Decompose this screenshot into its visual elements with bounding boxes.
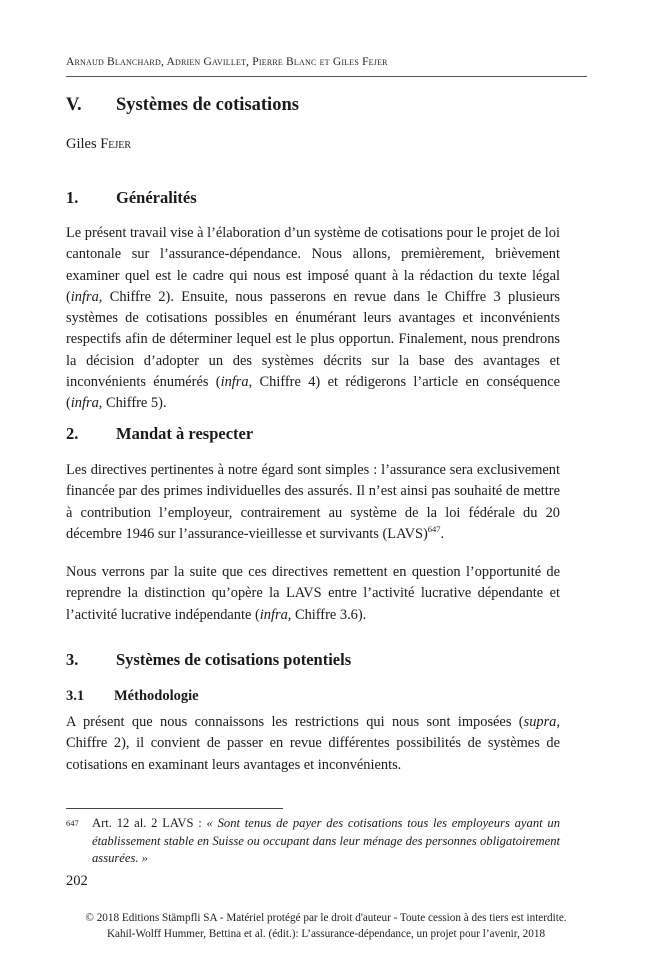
subsection-heading <box>66 688 199 705</box>
paragraph-generalites: Le présent travail vise à l’élaboration d’un système de cotisations pour le projet de loi cantonale sur l’assurance-dépendance. Nous allons, premièrement, brièvement examiner quel est le cadre qui nous est imposé quant à la rédaction du texte légal (infra, Chiffre 2). Ensuite, nous passerons en revue dans le Chiffre 3 plusieurs systèmes de cotisations possibles en énumérant leurs avantages et inconvénients respectifs afin de déterminer lequel est le plus opportun. Finalement, nous prendrons la décision d’adopter un des systèmes décrits sur la base des avantages et inconvénients énumérés (infra, Chiffre 4) et rédigerons l’article en conséquence (infra, Chiffre 5). <box>66 225 560 412</box>
copyright-line-1: © 2018 Editions Stämpfli SA - Matériel protégé par le droit d'auteur - Toute cession à des tiers est interdite. <box>85 912 567 924</box>
section-heading-3 <box>66 650 351 670</box>
footnote-rule <box>66 808 283 809</box>
section-number: 2. <box>66 424 79 443</box>
section-title: Systèmes de cotisations potentiels <box>116 650 352 669</box>
paragraph-mandat-2: Nous verrons par la suite que ces directives remettent en question l’opportunité de reprendre la distinction qu’opère la LAVS entre l’activité lucrative dépendante et l’activité lucrative indépendante (infra, Chiffre 3.6). <box>66 564 560 623</box>
section-heading-1 <box>66 188 197 208</box>
section-number: 1. <box>66 188 79 207</box>
running-header: Arnaud Blanchard, Adrien Gavillet, Pierre Blanc et Giles Fejer <box>66 56 388 68</box>
copyright-line-2: Kahil-Wolff Hummer, Bettina et al. (édit.): L’assurance-dépendance, un projet pour l’avenir, 2018 <box>106 927 546 940</box>
chapter-title: Systèmes de cotisations <box>116 95 299 115</box>
section-title: Mandat à respecter <box>116 424 254 443</box>
page-number: 202 <box>66 873 88 889</box>
copyright-notice <box>66 911 586 942</box>
section-title: Généralités <box>116 188 197 207</box>
footnote-ref[interactable]: 647 <box>427 523 441 534</box>
chapter-heading <box>66 95 299 116</box>
section-number: 3. <box>66 650 79 669</box>
paragraph-methodologie: A présent que nous connaissons les restrictions qui nous sont imposées (supra, Chiffre 2), il convient de passer en revue différentes possibilités de systèmes de cotisations en examinant leurs avantages et inconvénients. <box>66 714 560 773</box>
author-name: Giles Fejer <box>66 136 132 152</box>
paragraph-mandat-1: Les directives pertinentes à notre égard sont simples : l’assurance sera exclusivement financée par des primes individuelles des assurés. Il n’est ainsi pas souhaité de mettre à contribution l’employeur, contrairement au système de la loi fédérale du 20 décembre 1946 sur l’assurance-vieillesse et survivants (LAVS)$^{647}$. <box>66 462 560 542</box>
header-rule <box>66 76 587 77</box>
footnote <box>66 815 560 868</box>
chapter-number: V. <box>66 95 82 115</box>
subsection-number: 3.1 <box>66 688 85 704</box>
footnote-number: 647 <box>66 818 79 828</box>
subsection-title: Méthodologie <box>114 688 199 704</box>
footnote-text: Art. 12 al. 2 LAVS : « Sont tenus de payer des cotisations tous les employeurs ayant un établissement stable en Suisse ou occupant dans leur ménage des personnes obligatoirement assurées. » <box>92 816 560 865</box>
section-heading-2 <box>66 424 253 444</box>
